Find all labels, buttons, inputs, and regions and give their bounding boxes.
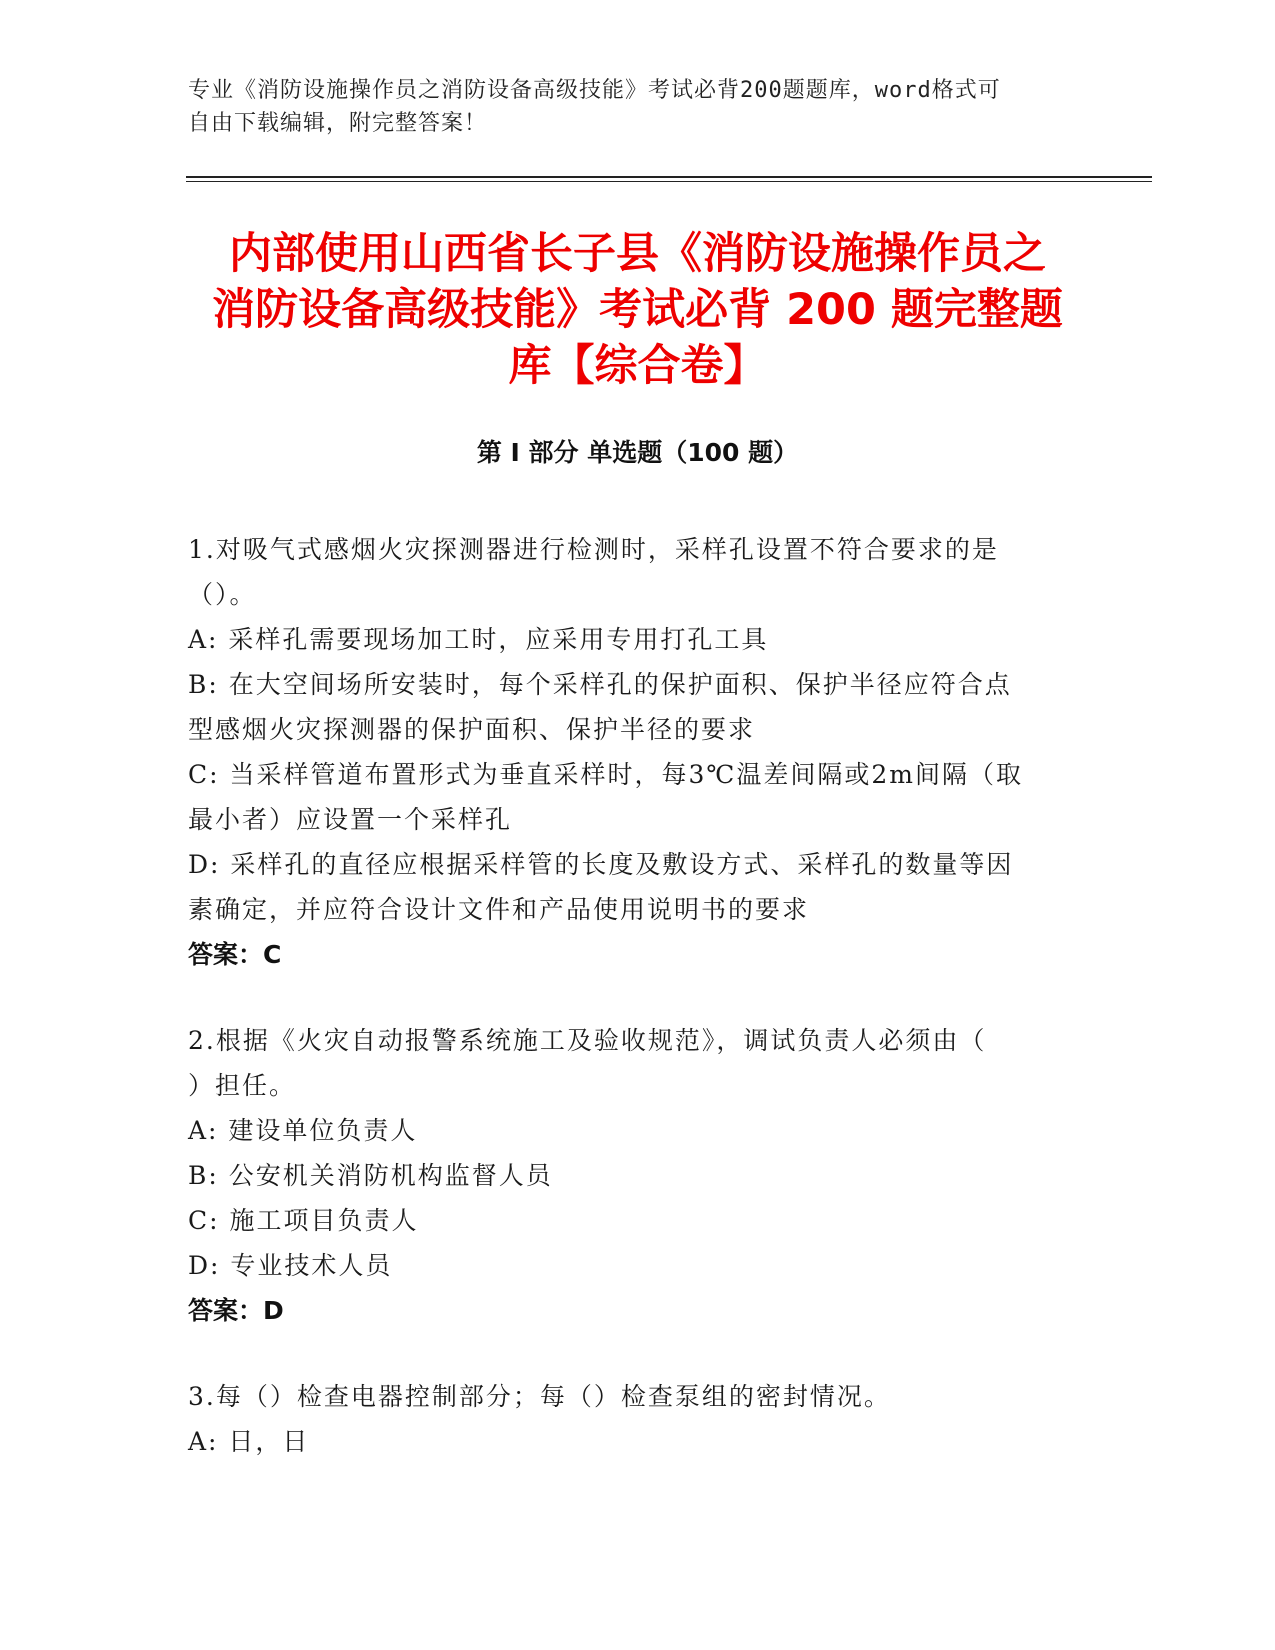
question-1 [188,527,1078,977]
option-d: D: 采样孔的直径应根据采样管的长度及敷设方式、采样孔的数量等因 [188,850,1014,879]
option-c: C: 施工项目负责人 [188,1206,419,1235]
question-3 [188,1374,1078,1464]
document-title [190,226,1085,394]
option-a: A: 建设单位负责人 [188,1116,418,1145]
question-list [188,527,1078,1505]
question-stem: 2.根据《火灾自动报警系统施工及验收规范》，调试负责人必须由（ [188,1026,987,1055]
answer-label: 答案：C [188,940,282,969]
option-a: A: 采样孔需要现场加工时，应采用专用打孔工具 [188,625,769,654]
option-b: B: 公安机关消防机构监督人员 [188,1161,553,1190]
document-title-line: 内部使用山西省长子县《消防设施操作员之 [229,229,1046,279]
question-stem: ）担任。 [188,1071,297,1100]
answer-label: 答案：D [188,1296,284,1325]
header-note [188,74,1088,140]
header-divider [186,176,1152,178]
option-d-continued: 素确定，并应符合设计文件和产品使用说明书的要求 [188,895,810,924]
document-title-line: 库【综合卷】 [508,341,767,391]
header-note-line: 自由下载编辑，附完整答案！ [188,111,488,136]
option-a: A: 日，日 [188,1427,310,1456]
section-heading: 第 I 部分 单选题（100 题） [476,438,799,467]
question-2 [188,1018,1078,1333]
option-c-continued: 最小者）应设置一个采样孔 [188,805,513,834]
option-b-continued: 型感烟火灾探测器的保护面积、保护半径的要求 [188,715,756,744]
option-d: D: 专业技术人员 [188,1251,393,1280]
question-stem: （）。 [188,580,257,609]
question-stem: 3.每（）检查电器控制部分；每（）检查泵组的密封情况。 [188,1382,891,1411]
question-stem: 1.对吸气式感烟火灾探测器进行检测时，采样孔设置不符合要求的是 [188,535,999,564]
document-title-line: 消防设备高级技能》考试必背 200 题完整题 [212,285,1063,335]
header-divider-thin [186,181,1152,182]
header-note-line: 专业《消防设施操作员之消防设备高级技能》考试必背200题题库，word格式可 [188,78,1001,103]
option-b: B: 在大空间场所安装时，每个采样孔的保护面积、保护半径应符合点 [188,670,1012,699]
option-c: C: 当采样管道布置形式为垂直采样时，每3℃温差间隔或2m间隔（取 [188,760,1023,789]
